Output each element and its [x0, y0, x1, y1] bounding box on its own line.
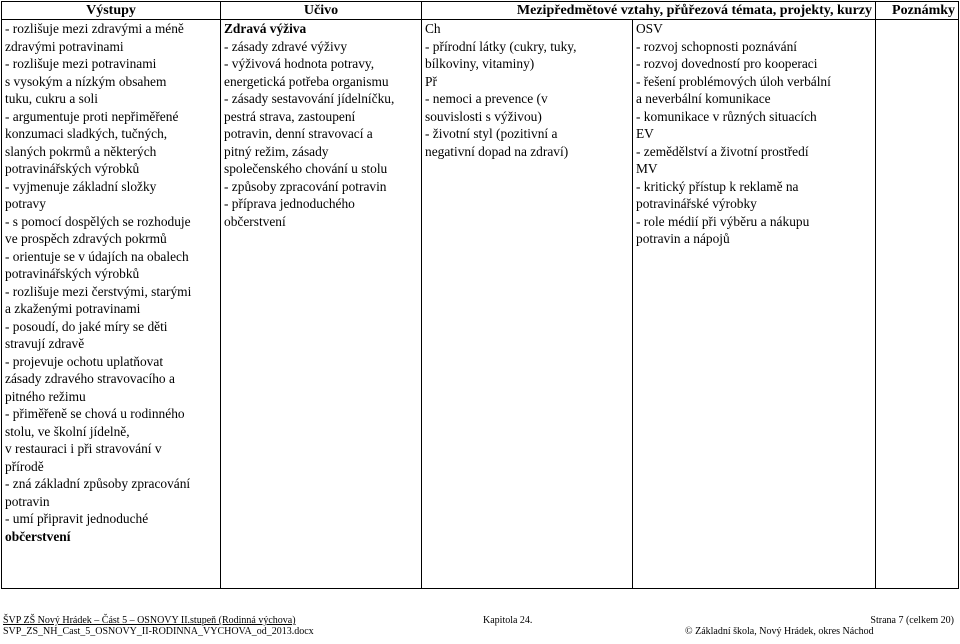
ucivo-line: potravin, denní stravovací a: [224, 126, 373, 141]
ucivo-line: pitný režim, zásady: [224, 143, 329, 159]
vystupy-line: potravinářských výrobků: [5, 161, 140, 176]
vystupy-line: stolu, ve školní jídelně,: [5, 423, 130, 439]
osv-line: - role médií při výběru a nákupu: [636, 213, 810, 229]
osv-line: OSV: [636, 21, 663, 36]
vystupy-line: - argumentuje proti nepřiměřené: [5, 108, 179, 124]
footer-doc-title: ŠVP ZŠ Nový Hrádek – Část 5 – OSNOVY II.stupeň (Rodinná výchova): [3, 615, 296, 626]
osv-line: - kritický přístup k reklamě na: [636, 178, 799, 194]
vystupy-list: [5, 20, 217, 545]
vystupy-cell: [2, 20, 221, 589]
vystupy-line: - rozlišuje mezi potravinami: [5, 56, 157, 71]
vystupy-line: občerstvení: [5, 528, 71, 544]
ucivo-line: občerstvení: [224, 213, 286, 229]
vystupy-line: - rozlišuje mezi zdravými a méně: [5, 21, 184, 36]
footer-copyright: © Základní škola, Nový Hrádek, okres Náchod: [685, 626, 874, 637]
osv-line: - komunikace v různých situacích: [636, 108, 817, 124]
vystupy-line: konzumaci sladkých, tučných,: [5, 126, 168, 141]
content-row: [2, 20, 959, 589]
header-ucivo: Učivo: [221, 2, 422, 20]
vystupy-line: a zkaženými potravinami: [5, 301, 141, 316]
osv-line: potravin a nápojů: [636, 231, 730, 246]
vystupy-line: v restauraci i při stravování v: [5, 441, 162, 456]
osv-line: - zemědělství a životní prostředí: [636, 143, 809, 159]
osv-line: EV: [636, 126, 654, 141]
ucivo-line: - způsoby zpracování potravin: [224, 178, 387, 194]
osv-line: - řešení problémových úloh verbální: [636, 73, 831, 89]
vystupy-line: s vysokým a nízkým obsahem: [5, 73, 167, 89]
ch-line: Ch: [425, 21, 441, 36]
vystupy-line: potravy: [5, 196, 46, 211]
vystupy-line: zásady zdravého stravovacího a: [5, 371, 175, 386]
ch-line: - životní styl (pozitivní a: [425, 126, 558, 141]
osv-line: - rozvoj schopnosti poznávání: [636, 38, 798, 54]
vystupy-line: - orientuje se v údajích na obalech: [5, 248, 189, 264]
ucivo-list: [224, 38, 418, 231]
vystupy-line: ve prospěch zdravých pokrmů: [5, 231, 167, 246]
ch-line: - nemoci a prevence (v: [425, 91, 548, 106]
header-vystupy: Výstupy: [2, 2, 221, 20]
ucivo-line: - příprava jednoduchého: [224, 196, 355, 211]
header-mezipredmetove: Mezipředmětové vztahy, přůřezová témata, projekty, kurzy: [422, 2, 876, 20]
header-row: [2, 2, 959, 20]
osv-list: [636, 20, 872, 248]
vystupy-line: - vyjmenuje základní složky: [5, 178, 157, 194]
vystupy-line: - posoudí, do jaké míry se děti: [5, 318, 168, 334]
ucivo-line: energetická potřeba organismu: [224, 73, 389, 89]
vystupy-line: potravinářských výrobků: [5, 266, 140, 281]
ucivo-line: - výživová hodnota potravy,: [224, 56, 375, 71]
ucivo-cell: [221, 20, 422, 589]
ucivo-line: společenského chování u stolu: [224, 161, 388, 176]
page-footer: [3, 615, 958, 637]
ch-line: souvislosti s výživou): [425, 108, 542, 124]
osv-cell: [633, 20, 876, 589]
ucivo-line: pestrá strava, zastoupení: [224, 108, 356, 124]
vystupy-line: - s pomocí dospělých se rozhoduje: [5, 213, 191, 229]
poznamky-cell: [876, 20, 959, 589]
ch-line: negativní dopad na zdraví): [425, 143, 569, 159]
vystupy-line: stravují zdravě: [5, 336, 85, 351]
ch-cell: [422, 20, 633, 589]
ucivo-line: - zásady sestavování jídelníčku,: [224, 91, 395, 106]
osv-line: - rozvoj dovedností pro kooperaci: [636, 56, 818, 71]
footer-chapter: Kapitola 24.: [483, 615, 533, 626]
vystupy-line: potravin: [5, 493, 50, 509]
footer-row-1: [3, 615, 958, 626]
footer-filename: SVP_ZS_NH_Cast_5_OSNOVY_II-RODINNA_VYCHOVA_od_2013.docx: [3, 626, 314, 637]
ch-line: - přírodní látky (cukry, tuky,: [425, 38, 577, 54]
ch-line: bílkoviny, vitaminy): [425, 56, 535, 71]
curriculum-table: [1, 1, 959, 589]
ch-list: [425, 20, 629, 160]
vystupy-line: - umí připravit jednoduché: [5, 511, 149, 526]
osv-line: MV: [636, 161, 658, 176]
osv-line: potravinářské výrobky: [636, 196, 757, 211]
vystupy-line: - rozlišuje mezi čerstvými, starými: [5, 283, 192, 299]
vystupy-line: slaných pokrmů a některých: [5, 143, 157, 159]
footer-row-2: [3, 626, 958, 637]
footer-page: Strana 7 (celkem 20): [870, 615, 954, 626]
header-poznamky: Poznámky: [876, 2, 959, 20]
ucivo-line: - zásady zdravé výživy: [224, 38, 348, 54]
ucivo-title: Zdravá výživa: [224, 21, 307, 36]
vystupy-line: přírodě: [5, 458, 44, 474]
vystupy-line: pitného režimu: [5, 388, 86, 404]
vystupy-line: - zná základní způsoby zpracování: [5, 476, 191, 491]
vystupy-line: - přiměřeně se chová u rodinného: [5, 406, 185, 421]
vystupy-line: zdravými potravinami: [5, 38, 124, 54]
osv-line: a neverbální komunikace: [636, 91, 771, 106]
vystupy-line: - projevuje ochotu uplatňovat: [5, 353, 164, 369]
ch-line: Př: [425, 73, 437, 89]
vystupy-line: tuku, cukru a soli: [5, 91, 98, 106]
